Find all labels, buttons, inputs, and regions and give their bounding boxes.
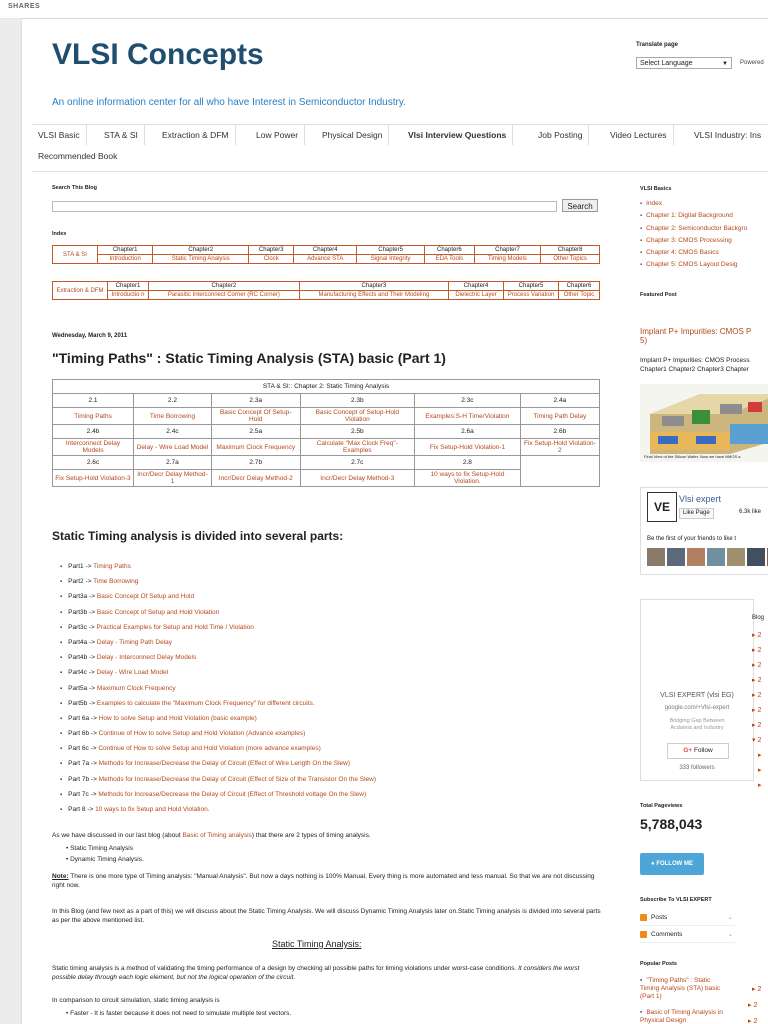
basic-timing-link[interactable]: Basic of Timing analysis bbox=[182, 832, 252, 839]
archive-year-toggle[interactable]: ▸ 2 bbox=[752, 632, 762, 639]
blog-title[interactable]: VLSI Concepts bbox=[52, 38, 264, 71]
featured-text-line: Implant P+ Impurities: CMOS Process bbox=[640, 357, 750, 364]
analysis-type: Dynamic Timing Analysis. bbox=[70, 856, 144, 863]
index-header: Chapter4 bbox=[449, 282, 504, 291]
archive-year-toggle[interactable]: ▸ 2 bbox=[752, 707, 762, 714]
archive-year: 2 bbox=[757, 677, 762, 684]
gp-follow-label: Follow bbox=[693, 747, 713, 754]
index-label: Index bbox=[52, 231, 67, 237]
sta-table-link[interactable]: Timing Paths bbox=[53, 408, 134, 425]
rss-icon bbox=[640, 931, 647, 938]
part-link[interactable]: Basic Concept of Setup and Hold Violation bbox=[96, 608, 220, 616]
list-item bbox=[640, 223, 747, 235]
part-link[interactable]: Time Borrowing bbox=[93, 578, 139, 586]
archive-month-toggle[interactable]: ▸ bbox=[758, 752, 762, 759]
featured-post-link[interactable] bbox=[640, 327, 751, 345]
archive-year: 2 bbox=[757, 662, 762, 669]
list-item bbox=[640, 198, 747, 210]
index-link[interactable]: Clock bbox=[249, 255, 294, 264]
chevron-down-icon: ⌄ bbox=[727, 915, 733, 921]
part-prefix: Part5a -> bbox=[68, 684, 97, 692]
part-prefix: Part 6b -> bbox=[68, 730, 99, 738]
sta-table-link[interactable]: Calculate "Max Clock Freq"- Examples bbox=[300, 439, 415, 456]
fb-page-name[interactable]: Vlsi expert bbox=[679, 494, 722, 504]
subscribe-posts-label: Posts bbox=[651, 914, 668, 921]
gp-url: google.com/+Vlsi-expert bbox=[664, 705, 730, 711]
para-text: ) that there are 2 types of timing analysis. bbox=[251, 832, 371, 839]
chevron-down-icon: ▼ bbox=[722, 61, 728, 67]
index-link[interactable]: Dielectric Layer bbox=[449, 291, 504, 300]
para-text: As we have discussed in our last blog (about bbox=[52, 832, 183, 839]
sta-table-link[interactable]: Incr/Decr Delay Method-3 bbox=[300, 470, 415, 487]
list-item bbox=[60, 741, 376, 756]
index-table-sta bbox=[52, 245, 600, 264]
part-prefix: Part2 -> bbox=[68, 578, 94, 586]
part-link[interactable]: Methods for Increase/Decrease the Delay of Circuit (Effect of Size of the Transistor On the Slew) bbox=[98, 775, 377, 783]
parts-list bbox=[60, 559, 376, 817]
sta-table-link[interactable]: Delay - Wire Load Model bbox=[133, 439, 211, 456]
tab-extraction-dfm[interactable]: Extraction & DFM bbox=[156, 125, 236, 145]
list-item bbox=[60, 605, 376, 620]
popular-posts-head: Popular Posts bbox=[640, 961, 677, 967]
part-link[interactable]: Timing Paths bbox=[93, 563, 131, 570]
tab-vlsi-basic[interactable]: VLSI Basic bbox=[32, 125, 87, 145]
list-item bbox=[60, 802, 376, 817]
list-item bbox=[60, 574, 376, 589]
twitter-bird-icon: ● bbox=[651, 861, 655, 867]
sta-table-link[interactable]: 10 ways to fix Setup-Hold Violation. bbox=[415, 470, 521, 487]
list-item bbox=[60, 787, 376, 802]
index-link[interactable]: Process Variation bbox=[504, 291, 559, 300]
post-title[interactable]: "Timing Paths" : Static Timing Analysis (STA) basic (Part 1) bbox=[52, 350, 446, 366]
sta-table-link[interactable]: Interconnect Delay Models bbox=[53, 439, 134, 456]
wafer-illustration bbox=[640, 384, 768, 462]
archive-year-toggle[interactable]: ▸ 2 bbox=[752, 986, 762, 993]
tab-physical-design[interactable]: Physical Design bbox=[316, 125, 389, 145]
rss-icon bbox=[640, 914, 647, 921]
pageviews-count: 5,788,043 bbox=[640, 816, 703, 832]
index-header: Chapter1 bbox=[98, 246, 153, 255]
part-link[interactable]: Delay - Timing Path Delay bbox=[96, 638, 173, 646]
avatar bbox=[747, 548, 765, 566]
sta-table-head: 2.7a bbox=[133, 456, 211, 470]
archive-year: 2 bbox=[753, 1002, 758, 1009]
gp-tagline: Bridging Gap Between Acdamia and Industry bbox=[669, 718, 725, 731]
part-link[interactable]: Continue of How to solve Setup and Hold Violation (more advance examples) bbox=[98, 745, 321, 753]
fb-avatars bbox=[647, 548, 768, 571]
featured-text-line: Chapter1 Chapter2 Chapter3 Chapter bbox=[640, 366, 749, 373]
subscribe-comments[interactable] bbox=[640, 928, 735, 943]
list-item bbox=[60, 772, 376, 787]
list-item bbox=[60, 696, 376, 711]
facebook-widget bbox=[640, 487, 768, 575]
archive-year-toggle[interactable]: ▸ 2 bbox=[748, 1002, 758, 1009]
sta-table-link[interactable]: Fix Setup-Hold Violation-1 bbox=[415, 439, 521, 456]
index-group-sta[interactable]: STA & SI bbox=[53, 246, 98, 264]
subscribe-posts[interactable] bbox=[640, 911, 735, 926]
sta-table-link[interactable]: Fix Setup-Hold Violation-2 bbox=[520, 439, 599, 456]
archive-year-toggle[interactable]: ▸ 2 bbox=[752, 692, 762, 699]
part-prefix: Part 8 -> bbox=[68, 806, 96, 813]
sta-table-head: 2.3c bbox=[415, 394, 521, 408]
para-italic: It considers the worst possible delay through each logic element, but not the logical operation of the circuit. bbox=[52, 965, 580, 981]
gp-name[interactable]: VLSI EXPERT (vlsi EG) bbox=[660, 692, 734, 699]
part-prefix: Part4c -> bbox=[68, 669, 97, 677]
part-link[interactable]: Practical Examples for Setup and Hold Time / Violation bbox=[96, 623, 254, 631]
note-label: Note: bbox=[52, 873, 69, 880]
part-link[interactable]: Basic Concept Of Setup and Hold bbox=[96, 593, 195, 601]
sidebar-link[interactable]: Chapter 3: CMOS Processing bbox=[646, 236, 732, 244]
index-header: Chapter5 bbox=[504, 282, 559, 291]
index-link[interactable]: Parasitic Interconnect Corner (RC Corner) bbox=[149, 291, 300, 300]
top-bar bbox=[0, 0, 768, 19]
avatar bbox=[647, 548, 665, 566]
part-link[interactable]: 10 ways to fix Setup and Hold Violation. bbox=[95, 806, 210, 813]
archive-year: 2 bbox=[757, 707, 762, 714]
blog-archive-label: Blog bbox=[752, 615, 765, 621]
list-item bbox=[640, 247, 747, 259]
list-item bbox=[60, 559, 376, 574]
index-link[interactable]: EDA Tools bbox=[425, 255, 475, 264]
part-prefix: Part4b -> bbox=[68, 654, 97, 662]
archive-year: 2 bbox=[753, 1018, 758, 1024]
paragraph-definition bbox=[52, 964, 602, 982]
google-plus-widget bbox=[640, 599, 754, 781]
subscribe-comments-label: Comments bbox=[651, 931, 683, 938]
fb-like-label: Like Page bbox=[683, 510, 710, 516]
archive-year-toggle[interactable]: ▸ 2 bbox=[752, 662, 762, 669]
search-button[interactable]: Search bbox=[562, 199, 598, 212]
paragraph-intro bbox=[52, 831, 602, 840]
popular-posts-list bbox=[640, 977, 730, 1024]
avatar bbox=[727, 548, 745, 566]
archive-year: 2 bbox=[757, 986, 762, 993]
fb-like-count: 6.3k like bbox=[739, 509, 762, 515]
list-item bbox=[60, 589, 376, 604]
chevron-down-icon: ⌄ bbox=[727, 932, 733, 938]
list-item: • Faster - It is faster because it does not need to simulate multiple test vectors. bbox=[66, 1010, 292, 1017]
section-heading: Static Timing analysis is divided into several parts: bbox=[52, 529, 344, 543]
part-prefix: Part3a -> bbox=[68, 593, 97, 601]
archive-month-toggle[interactable]: ▸ bbox=[758, 782, 762, 789]
index-link[interactable]: Static Timing Analysis bbox=[153, 255, 249, 264]
index-header: Chapter8 bbox=[541, 246, 600, 255]
index-header: Chapter2 bbox=[153, 246, 249, 255]
nav-tabs bbox=[32, 124, 768, 172]
paragraph-comparison: In comparison to circuit simulation, static timing analysis is bbox=[52, 997, 220, 1004]
featured-post-text bbox=[640, 356, 750, 374]
part-prefix: Part 6a -> bbox=[68, 714, 99, 722]
language-select-value: Select Language bbox=[640, 60, 693, 67]
part-prefix: Part3c -> bbox=[68, 623, 97, 631]
sidebar-basics-head: VLSI Basics bbox=[640, 186, 672, 192]
blog-page bbox=[22, 19, 768, 1024]
language-select[interactable] bbox=[636, 57, 732, 69]
tab-low-power[interactable]: Low Power bbox=[250, 125, 305, 145]
part-link[interactable]: Delay - Wire Load Model bbox=[96, 669, 169, 677]
sidebar-link[interactable]: Chapter 5: CMOS Layout Desig bbox=[646, 261, 738, 269]
featured-head: Featured Post bbox=[640, 292, 677, 298]
index-header: Chapter4 bbox=[294, 246, 357, 255]
archive-year-toggle[interactable]: ▸ 2 bbox=[752, 677, 762, 684]
sta-table-head: 2.6c bbox=[53, 456, 134, 470]
sta-table-head: 2.1 bbox=[53, 394, 134, 408]
avatar bbox=[667, 548, 685, 566]
index-table-dfm bbox=[52, 281, 600, 300]
note-text: There is one more type of Timing analysis: "Manual Analysis". But now a days nothing is 100% Manual. Every thing is more automated and less manual. So that we are not discussing right now. bbox=[52, 873, 595, 889]
powered-label: Powered bbox=[740, 60, 764, 66]
index-header: Chapter1 bbox=[108, 282, 149, 291]
sta-table-link[interactable]: Examples:S-H Time/Violation bbox=[415, 408, 521, 425]
index-header: Chapter3 bbox=[299, 282, 448, 291]
left-strip bbox=[0, 19, 22, 1024]
part-prefix: Part5b -> bbox=[68, 699, 97, 707]
gp-followers: 333 followers bbox=[679, 765, 715, 771]
list-item: • Static Timing Analysis bbox=[66, 845, 133, 852]
popular-post-link[interactable]: Basic of Timing Analysis in Physical Design bbox=[640, 1009, 723, 1024]
avatar bbox=[707, 548, 725, 566]
shares-label: SHARES bbox=[8, 3, 41, 10]
list-item bbox=[60, 756, 376, 771]
sta-table-head: 2.6b bbox=[520, 425, 599, 439]
para-text: Static timing analysis is a method of validating the timing performance of a design by checking all possible paths for timing violations under worst-case conditions. bbox=[52, 965, 519, 972]
archive-year: 2 bbox=[757, 647, 762, 654]
part-prefix: Part1 -> bbox=[68, 563, 94, 570]
index-header: Chapter2 bbox=[149, 282, 300, 291]
list-item bbox=[60, 635, 376, 650]
sidebar-link[interactable]: Chapter 4: CMOS Basics bbox=[646, 249, 719, 257]
list-item: • Dynamic Timing Analysis. bbox=[66, 856, 144, 863]
popular-post-link[interactable]: "Timing Paths" : Static Timing Analysis (STA) basic (Part 1) bbox=[640, 977, 721, 1000]
sta-table-link[interactable]: Basic Concept of Setup-Hold Violation bbox=[300, 408, 415, 425]
archive-year: 2 bbox=[757, 722, 762, 729]
archive-year-toggle[interactable]: ▸ 2 bbox=[752, 647, 762, 654]
part-link[interactable]: Examples to calculate the "Maximum Clock Frequency" for different circuits. bbox=[96, 699, 315, 707]
list-item bbox=[60, 650, 376, 665]
index-header: Chapter3 bbox=[249, 246, 294, 255]
subscribe-head: Subscribe To VLSI EXPERT bbox=[640, 897, 712, 903]
part-link[interactable]: Maximum Clock Frequency bbox=[96, 684, 176, 692]
sta-table-head: 2.4b bbox=[53, 425, 134, 439]
translate-label: Translate page bbox=[636, 42, 679, 48]
sta-table-head: 2.6a bbox=[415, 425, 521, 439]
part-link[interactable]: Methods for Increase/Decrease the Delay of Circuit (Effect of Wire Length On the Slew) bbox=[98, 760, 350, 768]
sta-table-empty bbox=[520, 456, 599, 487]
paragraph-blog: In this Blog (and few next as a part of this) we will discuss about the Static Timing Analysis. We will discuss Dynamic Timing Analysis later on.Static Timing analysis is divided into several parts as per the above mentioned list. bbox=[52, 908, 601, 924]
paragraph-note bbox=[52, 872, 602, 890]
archive-month-toggle[interactable]: ▸ bbox=[758, 767, 762, 774]
list-item bbox=[60, 726, 376, 741]
index-link[interactable]: Introductio n bbox=[108, 291, 149, 300]
figure-caption: Final View of the Silicon Wafer. Now we have NMOS a bbox=[644, 454, 741, 459]
pageviews-head: Total Pageviews bbox=[640, 803, 683, 809]
faster-text: Faster - It is faster because it does not need to simulate multiple test vectors. bbox=[70, 1010, 292, 1017]
gp-follow-button[interactable] bbox=[667, 743, 729, 759]
sta-table-head: 2.3a bbox=[211, 394, 300, 408]
tab-interview-questions[interactable]: Vlsi Interview Questions bbox=[402, 125, 513, 145]
index-header: Chapter7 bbox=[474, 246, 541, 255]
sta-table-head: 2.3b bbox=[300, 394, 415, 408]
index-header: Chapter6 bbox=[559, 282, 600, 291]
sidebar-link[interactable]: Index bbox=[646, 200, 663, 207]
vlsi-expert-logo: VE bbox=[647, 492, 677, 522]
part-link[interactable]: Continue of How to solve Setup and Hold Violation (Advance examples) bbox=[98, 730, 306, 738]
avatar bbox=[687, 548, 705, 566]
sta-table-head: 2.4c bbox=[133, 425, 211, 439]
list-item bbox=[60, 665, 376, 680]
sta-table-head: 2.4a bbox=[520, 394, 599, 408]
archive-year: 2 bbox=[757, 632, 762, 639]
index-header: Chapter6 bbox=[425, 246, 475, 255]
part-prefix: Part 6c -> bbox=[68, 745, 99, 753]
post-date: Wednesday, March 9, 2011 bbox=[52, 333, 128, 339]
archive-year-toggle[interactable]: ▾ 2 bbox=[752, 737, 762, 744]
archive-year: 2 bbox=[757, 692, 762, 699]
index-link[interactable]: Manufacturing Effects and Their Modeling bbox=[299, 291, 448, 300]
list-item bbox=[60, 620, 376, 635]
list-item bbox=[60, 711, 376, 726]
search-input[interactable] bbox=[52, 201, 557, 212]
sidebar-basics-list bbox=[640, 198, 747, 272]
wafer-cross-section-image bbox=[640, 384, 768, 462]
part-link[interactable]: Delay - Interconnect Delay Models bbox=[96, 654, 197, 662]
part-link[interactable]: Methods for Increase/Decrease the Delay of Circuit (Effect of Threshold voltage On the Slew) bbox=[98, 790, 367, 798]
index-link[interactable]: Advance STA bbox=[294, 255, 357, 264]
index-group-dfm[interactable]: Extraction & DFM bbox=[53, 282, 108, 300]
tab-sta-si[interactable]: STA & SI bbox=[98, 125, 145, 145]
sidebar-link[interactable]: Chapter 2: Semiconductor Backgro bbox=[646, 224, 748, 232]
fb-friends-text: Be the first of your friends to like t bbox=[647, 536, 737, 542]
sta-table-head: 2.7b bbox=[211, 456, 300, 470]
analysis-type: Static Timing Analysis bbox=[70, 845, 133, 852]
list-item bbox=[640, 977, 730, 1001]
featured-post-title: Implant P+ Impurities: CMOS P bbox=[640, 327, 752, 336]
part-prefix: Part 7c -> bbox=[68, 790, 99, 798]
tab-recommended-book[interactable]: Recommended Book bbox=[38, 151, 118, 161]
index-link[interactable]: Other Topic bbox=[559, 291, 600, 300]
sta-table-link[interactable]: Incr/Decr Delay Method-1 bbox=[133, 470, 211, 487]
sidebar-link[interactable]: Chapter 1: Digital Background bbox=[646, 212, 733, 220]
part-prefix: Part 7b -> bbox=[68, 775, 99, 783]
sta-table-title: STA & SI:: Chapter 2: Static Timing Analysis bbox=[53, 380, 600, 394]
index-header: Chapter5 bbox=[357, 246, 425, 255]
part-prefix: Part3b -> bbox=[68, 608, 97, 616]
archive-year-toggle[interactable]: ▸ 2 bbox=[752, 722, 762, 729]
sta-table-link[interactable]: Incr/Decr Delay Method-2 bbox=[211, 470, 300, 487]
blog-description: An online information center for all who have Interest in Semiconductor Industry. bbox=[52, 97, 406, 108]
search-label: Search This Blog bbox=[52, 185, 97, 191]
part-link[interactable]: How to solve Setup and Hold Violation (basic example) bbox=[98, 714, 257, 722]
featured-post-title-cont: 5) bbox=[640, 336, 648, 345]
sta-table-head: 2.2 bbox=[133, 394, 211, 408]
sta-table-head: 2.5a bbox=[211, 425, 300, 439]
archive-year-toggle[interactable]: ▸ 2 bbox=[748, 1018, 758, 1024]
part-prefix: Part4a -> bbox=[68, 638, 97, 646]
list-item bbox=[640, 259, 747, 271]
archive-year: 2 bbox=[757, 737, 762, 744]
sta-heading: Static Timing Analysis: bbox=[272, 939, 362, 949]
list-item bbox=[640, 235, 747, 247]
twitter-label: FOLLOW ME bbox=[656, 861, 693, 867]
sta-table-link[interactable]: Timing Path Delay bbox=[520, 408, 599, 425]
sta-table-link[interactable]: Maximum Clock Frequency bbox=[211, 439, 300, 456]
sta-table-head: 2.7c bbox=[300, 456, 415, 470]
sta-table-link[interactable]: Fix Setup-Hold Violation-3 bbox=[53, 470, 134, 487]
twitter-follow-button[interactable] bbox=[640, 853, 704, 875]
index-link[interactable]: Other Topics bbox=[541, 255, 600, 264]
index-link[interactable]: Signal Integrity bbox=[357, 255, 425, 264]
sta-table-head: 2.8 bbox=[415, 456, 521, 470]
list-item bbox=[60, 681, 376, 696]
google-plus-icon: G+ bbox=[683, 747, 693, 754]
tab-vlsi-industry[interactable]: VLSI Industry: Ins bbox=[694, 130, 762, 140]
part-prefix: Part 7a -> bbox=[68, 760, 99, 768]
sta-chapter-table bbox=[52, 379, 600, 487]
index-link[interactable]: Introduction bbox=[98, 255, 153, 264]
sta-table-head: 2.5b bbox=[300, 425, 415, 439]
index-link[interactable]: Timing Models bbox=[474, 255, 541, 264]
sta-table-link[interactable]: Time Borrowing bbox=[133, 408, 211, 425]
tab-video-lectures[interactable]: Video Lectures bbox=[604, 125, 674, 145]
fb-like-button[interactable] bbox=[679, 508, 714, 519]
tab-job-posting[interactable]: Job Posting bbox=[532, 125, 589, 145]
list-item bbox=[640, 210, 747, 222]
list-item bbox=[640, 1009, 730, 1024]
sta-table-link[interactable]: Basic Concept Of Setup-Hold bbox=[211, 408, 300, 425]
